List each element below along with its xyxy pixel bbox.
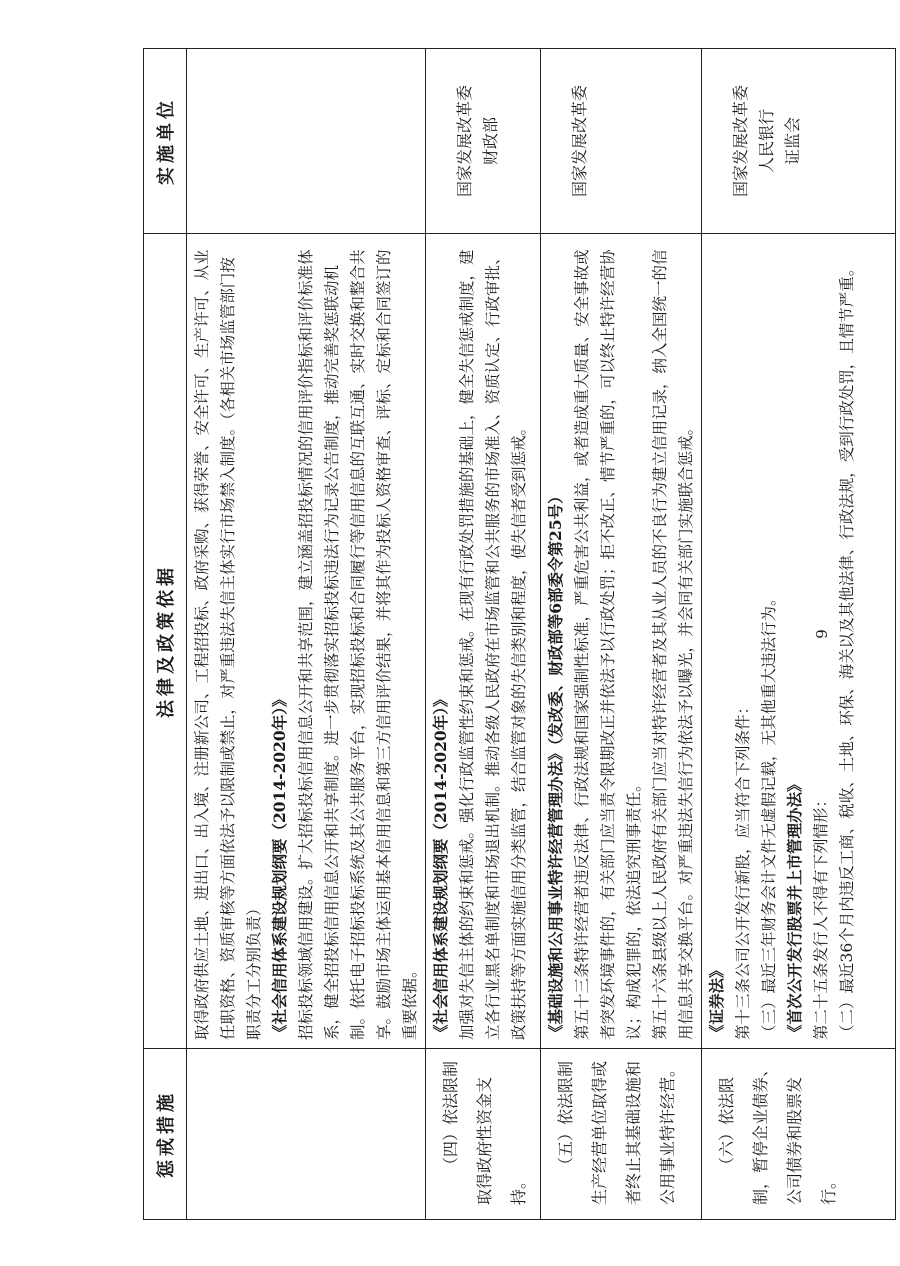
- unit-cell: [426, 49, 541, 234]
- measure-cell: [187, 1049, 426, 1220]
- basis-cell: [541, 234, 702, 1049]
- header-basis: 法律及政策依据: [144, 234, 187, 1049]
- header-unit: 实施单位: [144, 49, 187, 234]
- unit-cell: [702, 49, 896, 234]
- unit-name: 国家发展改革委: [455, 85, 474, 198]
- basis-paragraph: 取得政府供应土地、进出口、出入境、注册新公司、工程招投标、政府采购、获得荣誉、安全许可、生产许可、从业任职资格、资质审核等方面依法予以限制或禁止，对严重违法失信主体实行市场禁入制度。（各相关市场监管部门按职责分工分别负责）: [193, 249, 263, 1040]
- unit-name: 国家发展改革委: [570, 85, 589, 198]
- basis-title: 《证券法》: [707, 962, 726, 1040]
- basis-title: 《社会信用体系建设规划纲要（2014-2020年）》: [431, 691, 450, 1040]
- basis-paragraph: 第十三条公司公开发行新股，应当符合下列条件：: [734, 698, 752, 1040]
- measure-cell: （四）依法限制取得政府性资金支持。: [426, 1049, 541, 1220]
- basis-paragraph: 招标投标领域信用建设。扩大招标投标信用信息公开和共享范围，建立涵盖招投标情况的信用评价指标和评价标准体系，健全招投标信用信息公开和共享制度。进一步贯彻落实招标投标违法行为记录公告制度，推动完善奖惩联动机制。依托电子招标投标系统及其公共服务平台，实现招标投标和合同履行等信用信息的互联互通、实时交换和整合共享。鼓励市场主体运用基本信用信息和第三方信用评价结果，并将其作为投标人资格审查、评标、定标和合同签订的重要依据。: [297, 249, 419, 1040]
- basis-paragraph: 第二十五条发行人不得有下列情形：: [812, 791, 830, 1040]
- table-row: [702, 49, 896, 1220]
- basis-paragraph: 第五十三条特许经营者违反法律、行政法规和国家强制性标准，严重危害公共利益，或者造成重大质量、安全事故或者突发环境事件的，有关部门应当责令限期改正并依法予以行政处罚；拒不改正、情节严重的，可以终止特许经营协议；构成犯罪的，依法追究刑事责任。: [573, 249, 643, 1040]
- table-row: [426, 49, 541, 1220]
- basis-paragraph: （二）最近36个月内违反工商、税收、土地、环保、海关以及其他法律、行政法规，受到行政处罚，且情节严重。: [838, 260, 856, 1040]
- table-row: [187, 49, 426, 1220]
- measure-cell: （五）依法限制生产经营单位取得或者终止其基础设施和公用事业特许经营。: [541, 1049, 702, 1220]
- page-number: 9: [813, 629, 831, 639]
- unit-name: 财政部: [481, 117, 500, 166]
- header-measure: 惩戒措施: [144, 1049, 187, 1220]
- basis-title: 《社会信用体系建设规划纲要（2014-2020年）》: [270, 691, 289, 1040]
- basis-title: 《基础设施和公用事业特许经营管理办法》（发改委、财政部等6部委令第25号）: [546, 488, 565, 1040]
- basis-cell: [187, 234, 426, 1049]
- table-row: [541, 49, 702, 1220]
- basis-paragraph: 加强对失信主体的约束和惩戒。强化行政监管性约束和惩戒。在现有行政处罚措施的基础上，健全失信惩戒制度，建立各行业黑名单制度和市场退出机制。推动各级人民政府在市场监管和公共服务的市场准入、资质认定、行政审批、政策扶持等方面实施信用分类监管，结合监管对象的失信类别和程度，使失信者受到惩戒。: [458, 249, 528, 1040]
- basis-cell: [702, 234, 896, 1049]
- unit-name: 人民银行: [757, 109, 776, 174]
- basis-title: 《首次公开发行股票并上市管理办法》: [785, 776, 804, 1040]
- measure-cell: （六）依法限制，暂停企业债券、公司债券和股票发行。: [702, 1049, 896, 1220]
- unit-name: 证监会: [783, 117, 802, 166]
- basis-paragraph: 第五十六条县级以上人民政府有关部门应当对特许经营者及其从业人员的不良行为建立信用记录，纳入全国统一的信用信息共享交换平台。对严重违法失信行为依法予以曝光，并会同有关部门实施联合惩戒。: [651, 249, 695, 1040]
- basis-cell: [426, 234, 541, 1049]
- unit-name: 国家发展改革委: [731, 85, 750, 198]
- basis-paragraph: （三）最近三年财务会计文件无虚假记载，无其他重大违法行为。: [760, 590, 778, 1040]
- unit-cell: [541, 49, 702, 234]
- unit-cell: [187, 49, 426, 234]
- measures-table: [143, 48, 896, 1220]
- table-header-row: [144, 49, 187, 1220]
- rotated-table-wrapper: [143, 48, 896, 1220]
